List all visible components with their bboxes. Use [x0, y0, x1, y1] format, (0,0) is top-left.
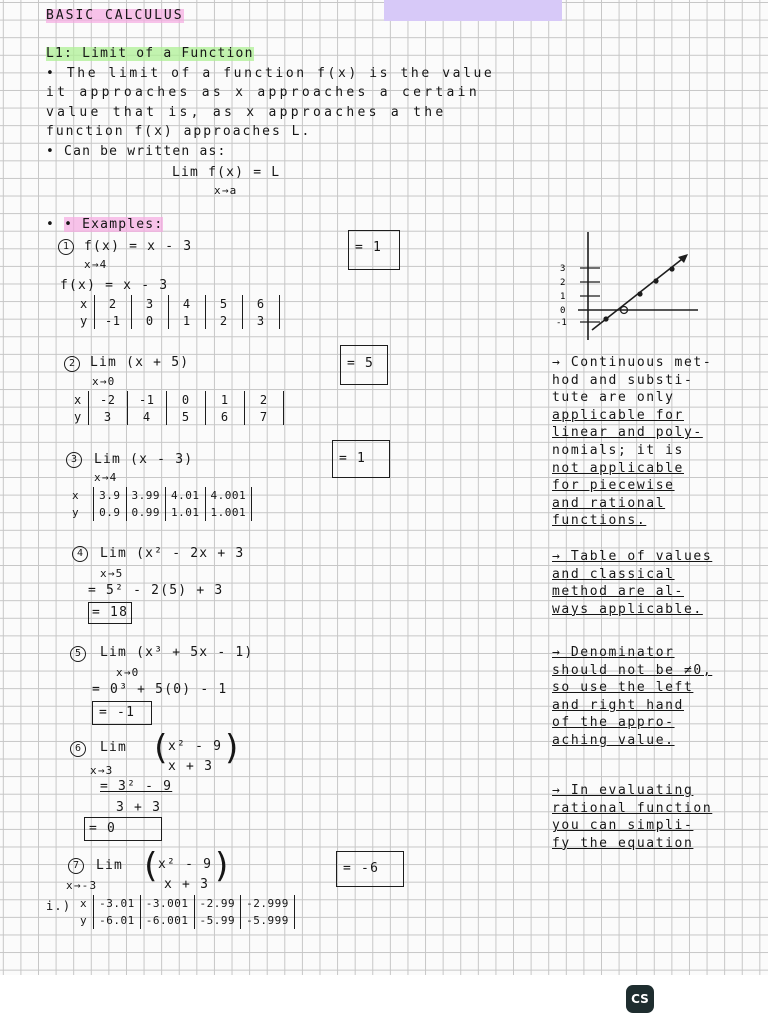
table-cell: y: [72, 506, 80, 519]
example-4-answer-box: [88, 602, 132, 624]
example-7-denominator: x + 3: [164, 877, 210, 892]
example-2-answer: = 5: [347, 356, 375, 371]
graph-tick-neg1: -1: [556, 318, 567, 328]
example-7-lim: Lim: [96, 858, 124, 873]
example-4-answer: = 18: [92, 605, 129, 620]
table-cell: 4: [168, 295, 205, 312]
table-cell: 4.001: [205, 487, 252, 504]
graph-point: [603, 316, 608, 321]
lavender-highlight: [384, 0, 562, 21]
example-3-sub: x→4: [94, 471, 118, 484]
table-row-x: [74, 391, 283, 408]
lesson-heading: L1: Limit of a Function: [46, 46, 254, 61]
example-5-step: = 0³ + 5(0) - 1: [92, 682, 228, 697]
table-row-x: [80, 895, 294, 912]
example-3-table: [72, 487, 252, 521]
table-cell: 4.01: [166, 487, 206, 504]
written-as: • Can be written as:: [46, 144, 227, 159]
table-cell: y: [80, 914, 88, 927]
example-6-number: 6: [70, 741, 86, 757]
table-row-y: [80, 312, 279, 329]
table-row-x: [80, 295, 279, 312]
example-3-answer-box: [332, 440, 390, 478]
example-5-expression: Lim (x³ + 5x - 1): [100, 645, 254, 660]
table-cell: 1: [168, 312, 205, 329]
example-1-number: 1: [58, 239, 74, 255]
note-line: functions.: [552, 513, 647, 529]
table-cell: 3: [88, 408, 127, 425]
example-3-expression: Lim (x - 3): [94, 452, 194, 467]
example-1-table: [80, 295, 280, 329]
note-line: nomials; it is: [552, 442, 684, 458]
example-2-table: [74, 391, 284, 425]
table-cell: -5.999: [241, 912, 295, 929]
example-6-sub: x→3: [90, 764, 114, 777]
table-cell: 7: [244, 408, 283, 425]
example-6-denominator: x + 3: [168, 759, 214, 774]
table-cell: 5: [205, 295, 242, 312]
table-cell: -3.01: [94, 895, 141, 912]
definition-line-2: it approaches as x approaches a certain: [46, 85, 480, 100]
table-cell: 4: [127, 408, 166, 425]
note-line: rational function: [552, 800, 713, 816]
table-row-y: [74, 408, 283, 425]
example-7-table: [80, 895, 295, 929]
example-7-answer: = -6: [343, 861, 380, 876]
note-1: [552, 354, 712, 530]
example-6-lim: Lim: [100, 740, 128, 755]
table-row-x: [72, 487, 252, 504]
table-cell: -6.001: [140, 912, 194, 929]
example-1-answer: = 1: [355, 240, 383, 255]
table-cell: -5.99: [194, 912, 241, 929]
table-cell: 1.001: [205, 504, 252, 521]
definition-line-1: • The limit of a function f(x) is the value: [46, 66, 495, 81]
note-line: not applicable: [552, 460, 684, 476]
example-7-paren-open: (: [140, 846, 161, 886]
graph-point: [653, 278, 658, 283]
table-cell: -6.01: [94, 912, 141, 929]
example-5-answer-box: [92, 701, 152, 725]
table-cell: 3.99: [126, 487, 166, 504]
note-line: method are al-: [552, 584, 684, 600]
example-7-numerator: x² - 9: [158, 857, 213, 872]
note-line: hod and substi-: [552, 372, 694, 388]
note-line: linear and poly-: [552, 425, 703, 441]
graph-point: [669, 266, 674, 271]
example-2-expression: Lim (x + 5): [90, 355, 190, 370]
example-2-number: 2: [64, 356, 80, 372]
example-6-answer-box: [84, 817, 162, 841]
table-cell: y: [80, 313, 88, 328]
example-4-number: 4: [72, 546, 88, 562]
table-cell: 0: [131, 312, 168, 329]
note-line: of the appro-: [552, 715, 675, 731]
line-graph: [548, 230, 708, 342]
note-line: should not be ≠0,: [552, 662, 713, 678]
table-cell: 0: [166, 391, 205, 408]
table-cell: x: [72, 489, 80, 502]
example-4-sub: x→5: [100, 567, 124, 580]
example-5-sub: x→0: [116, 666, 140, 679]
graph-tick-2: 2: [560, 278, 566, 288]
example-6-answer: = 0: [89, 821, 117, 836]
example-6-paren-close: ): [222, 728, 243, 768]
table-cell: -2: [88, 391, 127, 408]
example-4-step: = 5² - 2(5) + 3: [88, 583, 224, 598]
note-line: so use the left: [552, 680, 694, 696]
examples-label: • Examples:: [64, 217, 164, 232]
notation-sub: x→a: [214, 184, 238, 197]
example-1-expression: f(x) = x - 3: [84, 239, 193, 254]
note-line: → Table of values: [552, 549, 713, 564]
table-cell: -3.001: [140, 895, 194, 912]
note-line: and classical: [552, 566, 675, 582]
example-2-answer-box: [340, 345, 388, 385]
note-line: → Denominator: [552, 645, 675, 660]
note-line: aching value.: [552, 732, 675, 748]
example-3-number: 3: [66, 452, 82, 468]
note-4: [552, 782, 712, 852]
table-cell: 0.99: [126, 504, 166, 521]
example-7-sub: x→-3: [66, 879, 98, 892]
examples-heading: • • Examples:: [46, 217, 164, 232]
graph-tick-1: 1: [560, 292, 566, 302]
table-cell: 3: [131, 295, 168, 312]
table-cell: 5: [166, 408, 205, 425]
example-7-paren-close: ): [212, 846, 233, 886]
table-cell: -1: [127, 391, 166, 408]
example-1-answer-box: [348, 230, 400, 270]
table-cell: -2.999: [241, 895, 295, 912]
example-6-numerator: x² - 9: [168, 739, 223, 754]
example-6-paren-open: (: [150, 728, 171, 768]
table-cell: x: [80, 296, 88, 311]
example-7-marker: i.): [46, 899, 72, 913]
table-row-y: [72, 504, 252, 521]
example-6-step-denominator: 3 + 3: [116, 800, 162, 815]
example-2-sub: x→0: [92, 375, 116, 388]
table-cell: 2: [205, 312, 242, 329]
example-7-answer-box: [336, 851, 404, 887]
table-cell: x: [80, 897, 88, 910]
note-2: [552, 548, 712, 618]
note-line: you can simpli-: [552, 818, 694, 834]
page-title: BASIC CALCULUS: [46, 8, 184, 23]
table-cell: -1: [94, 312, 131, 329]
example-3-answer: = 1: [339, 451, 367, 466]
table-cell: y: [74, 409, 82, 424]
notation-lim: Lim f(x) = L: [172, 165, 281, 180]
table-row-y: [80, 912, 294, 929]
table-cell: 6: [242, 295, 279, 312]
note-3: [552, 644, 712, 750]
note-line: → In evaluating: [552, 783, 694, 798]
graph-point: [637, 291, 642, 296]
table-cell: 1.01: [166, 504, 206, 521]
table-cell: 0.9: [94, 504, 126, 521]
table-cell: x: [74, 392, 82, 407]
definition-line-4: function f(x) approaches L.: [46, 124, 312, 139]
table-cell: 3: [242, 312, 279, 329]
definition-line-3: value that is, as x approaches a the: [46, 105, 447, 120]
table-cell: 3.9: [94, 487, 126, 504]
note-line: → Continuous met-: [552, 355, 713, 370]
graph-tick-0: 0: [560, 306, 566, 316]
example-5-answer: = -1: [99, 705, 136, 720]
note-line: tute are only: [552, 390, 675, 406]
table-cell: 2: [244, 391, 283, 408]
example-1-sub: x→4: [84, 258, 108, 271]
note-line: ways applicable.: [552, 601, 703, 617]
note-line: fy the equation: [552, 835, 694, 851]
example-1-line2: f(x) = x - 3: [60, 278, 169, 293]
table-cell: 6: [205, 408, 244, 425]
note-line: and right hand: [552, 697, 684, 713]
camscanner-logo: CS: [626, 985, 654, 1013]
note-line: applicable for: [552, 407, 684, 423]
note-line: and rational: [552, 495, 666, 511]
graph-tick-3: 3: [560, 264, 566, 274]
example-5-number: 5: [70, 646, 86, 662]
note-line: for piecewise: [552, 478, 675, 494]
example-4-expression: Lim (x² - 2x + 3: [100, 546, 245, 561]
table-cell: 1: [205, 391, 244, 408]
example-7-number: 7: [68, 858, 84, 874]
table-cell: 2: [94, 295, 131, 312]
table-cell: -2.99: [194, 895, 241, 912]
example-6-step-numerator: = 3² - 9: [100, 779, 173, 794]
